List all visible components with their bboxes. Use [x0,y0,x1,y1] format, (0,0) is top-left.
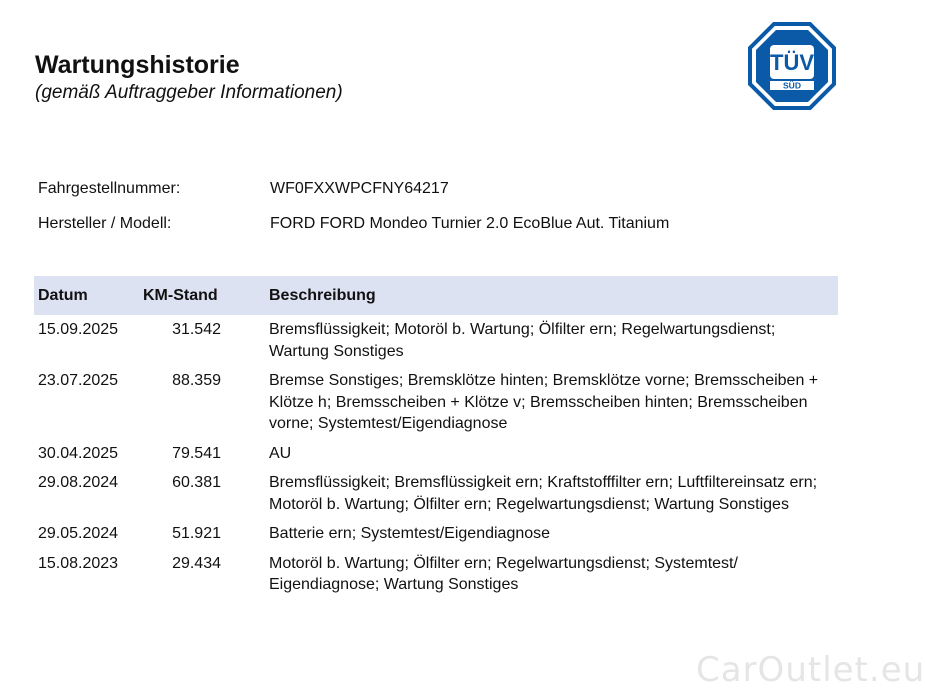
row-km: 29.434 [172,554,221,572]
row-description: Batterie ern; Systemtest/Eigendiagnose [269,525,551,542]
table-header [34,276,838,315]
column-header-date: Datum [38,287,88,304]
model-value: FORD FORD Mondeo Turnier 2.0 EcoBlue Aut. Titanium [270,215,670,232]
row-date: 30.04.2025 [38,444,119,462]
row-km: 60.381 [172,474,221,491]
row-description: Motoröl b. Wartung; Ölfilter ern; Regelwartungsdienst; Systemtest/ Eigendiagnose; Wartung Sonstiges [269,554,738,593]
row-description: Bremse Sonstiges; Bremsklötze hinten; Bremsklötze vorne; Bremsscheiben + Klötze h; Bremsscheiben + Klötze v; Bremsscheiben hinten; Bremsscheiben vorne; Systemtest/Eigendiagnose [269,372,819,432]
row-km: 51.921 [172,525,221,542]
vin-value: WF0FXXWPCFNY64217 [270,180,449,197]
table-row [34,366,838,439]
page-title: Wartungshistorie [35,51,240,79]
logo-text-tuv: TÜV [770,50,814,75]
table-row [34,519,838,549]
tuv-sud-logo [748,22,836,110]
row-description: Bremsflüssigkeit; Motoröl b. Wartung; Ölfilter ern; Regelwartungsdienst; Wartung Sonstiges [269,321,776,360]
row-date: 15.09.2025 [38,321,119,338]
row-date: 15.08.2023 [38,554,119,572]
row-description: AU [269,444,292,462]
column-header-description: Beschreibung [269,287,376,304]
row-date: 29.08.2024 [38,474,119,491]
row-km: 88.359 [172,372,221,389]
column-header-km: KM-Stand [143,287,218,304]
row-description: Bremsflüssigkeit; Bremsflüssigkeit ern; Kraftstofffilter ern; Luftfiltereinsatz ern; Motoröl b. Wartung; Ölfilter ern; Regelwartungsdienst; Wartung Sonstiges [269,474,818,513]
table-row [34,315,838,366]
page-subtitle: (gemäß Auftraggeber Informationen) [35,82,343,103]
table-row [34,549,838,600]
row-km: 31.542 [172,321,221,338]
maintenance-table [34,276,838,600]
model-label: Hersteller / Modell: [38,215,172,232]
row-date: 29.05.2024 [38,525,119,542]
row-km: 79.541 [172,444,221,462]
watermark: CarOutlet.eu [696,650,925,690]
table-row [34,439,838,469]
logo-text-sud: SÜD [783,80,801,91]
row-date: 23.07.2025 [38,372,119,389]
table-row [34,468,838,519]
vin-label: Fahrgestellnummer: [38,180,181,197]
